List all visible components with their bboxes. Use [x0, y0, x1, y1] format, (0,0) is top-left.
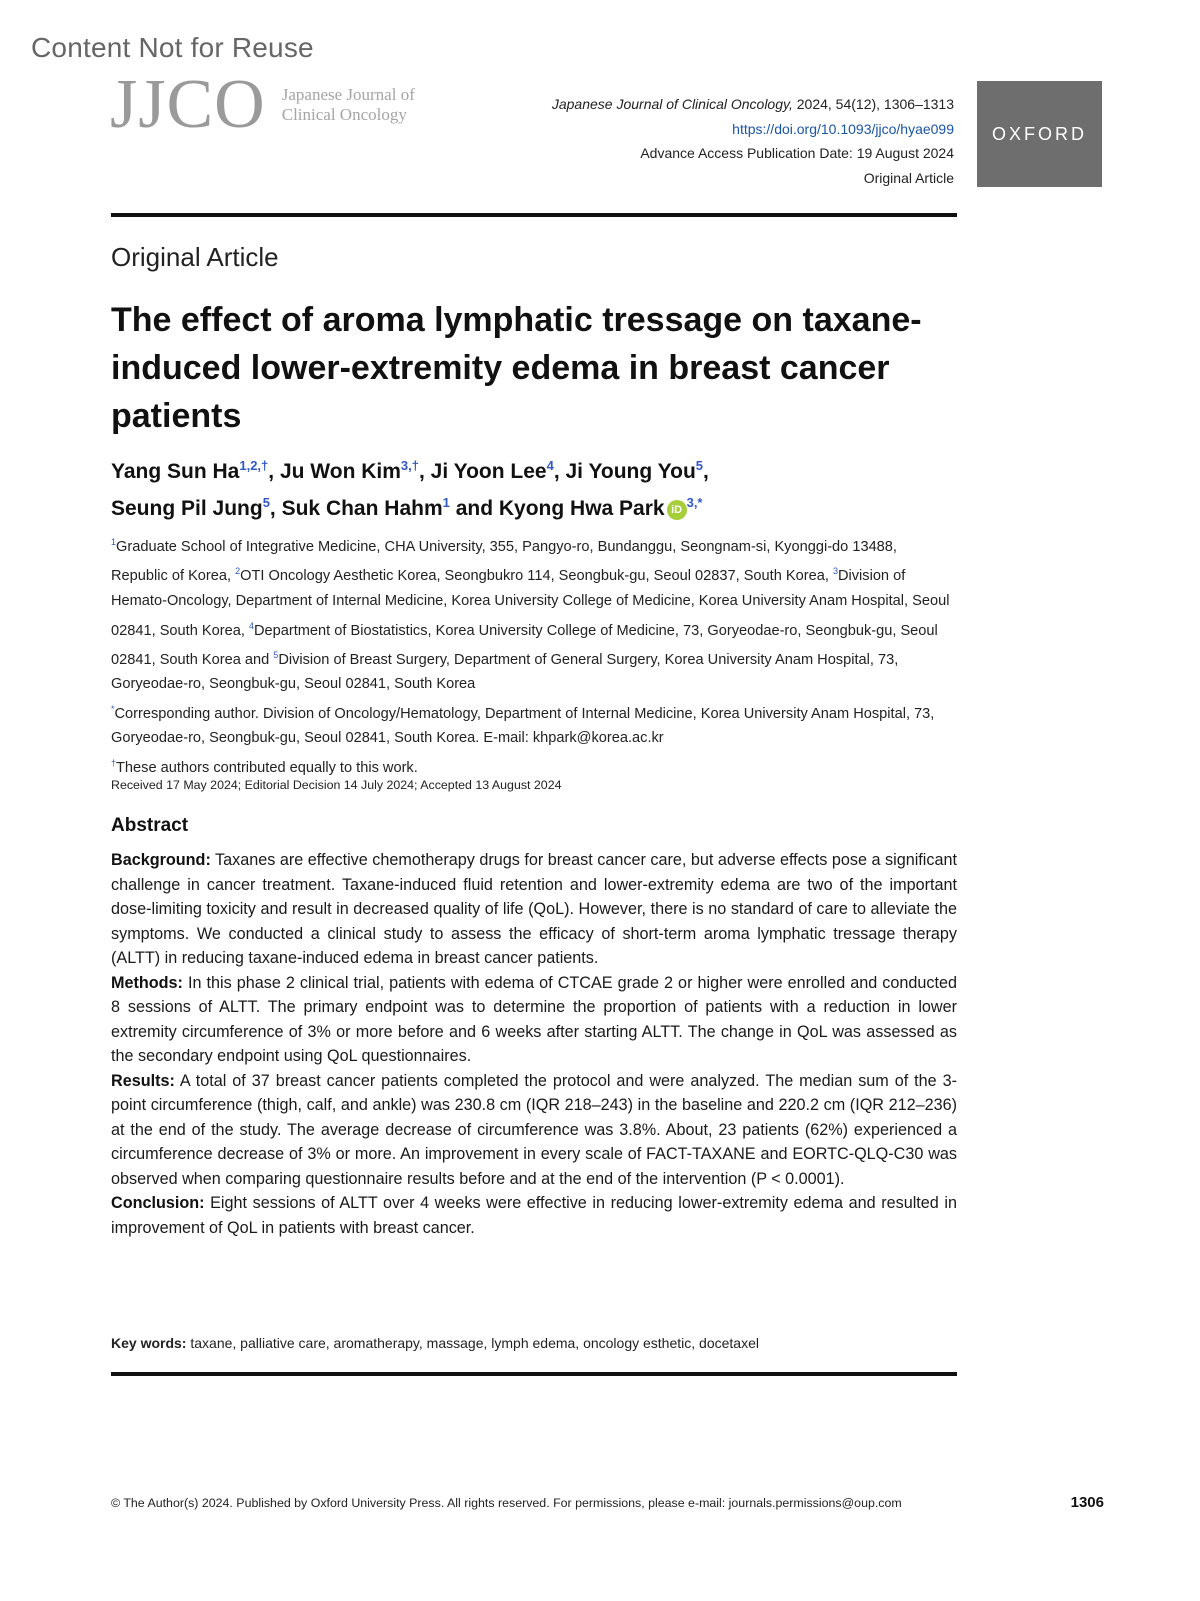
conclusion-text: Eight sessions of ALTT over 4 weeks were effective in reducing lower-extremity edema and resulted in improvement of QoL in patients with breast cancer. [111, 1194, 957, 1237]
citation-block [552, 92, 954, 190]
abstract-body [111, 848, 957, 1240]
methods-text: In this phase 2 clinical trial, patients with edema of CTCAE grade 2 or higher were enrolled and conducted 8 sessions of ALTT. The primary endpoint was to determine the proportion of patients with a reduction in lower extremity circumference of 3% or more before and 6 weeks after starting ALTT. The change in QoL was assessed as the secondary endpoint using QoL questionnaires. [111, 973, 957, 1065]
article-title: The effect of aroma lymphatic tressage on taxane-induced lower-extremity edema in breast cancer patients [111, 301, 922, 435]
logo-abbr: JJCO [110, 66, 266, 143]
author-sep: , [418, 460, 431, 483]
abstract-conclusion [111, 1191, 957, 1240]
article-type: Original Article [863, 169, 954, 186]
results-label: Results: [111, 1071, 175, 1090]
copyright-footer: © The Author(s) 2024. Published by Oxford University Press. All rights reserved. For permissions, please e-mail: journals.permissions@oup.com [111, 1496, 902, 1510]
author-sep: , [703, 460, 709, 483]
equal-text: These authors contributed equally to this work. [116, 759, 418, 776]
author-name[interactable]: Yang Sun Ha [111, 460, 240, 483]
author-sup: 3,† [400, 458, 419, 473]
author-sup: 1,2,† [239, 458, 269, 473]
author-sup: 1 [442, 495, 450, 510]
section-label: Original Article [111, 242, 279, 272]
corresponding-author-note [111, 697, 957, 751]
background-label: Background: [111, 851, 211, 869]
author-sep: and [449, 497, 499, 520]
affil-sup: 5 [273, 649, 279, 660]
author-sep: , [269, 497, 282, 520]
affil-sup: 1 [111, 537, 117, 547]
abstract-results [111, 1069, 957, 1192]
logo-line-2: Clinical Oncology [281, 105, 407, 124]
author-sup: 3,* [686, 495, 703, 510]
author-sep: , [268, 460, 280, 483]
keywords [111, 1335, 759, 1351]
journal-name: Japanese Journal of Clinical Oncology, [551, 96, 793, 112]
affil-text: OTI Oncology Aesthetic Korea, Seongbukro 114, Seongbuk-gu, Seoul 02837, South Korea, [240, 568, 833, 585]
bottom-rule [111, 1372, 957, 1376]
affil-sup: 2 [235, 566, 241, 577]
conclusion-label: Conclusion: [111, 1194, 205, 1212]
article-dates: Received 17 May 2024; Editorial Decision 14 July 2024; Accepted 13 August 2024 [111, 778, 562, 792]
doi-link[interactable]: https://doi.org/10.1093/jjco/hyae099 [732, 120, 954, 137]
author-name[interactable]: Kyong Hwa Park [498, 497, 665, 520]
author-sup: 5 [262, 495, 270, 510]
abstract-background [111, 848, 957, 971]
author-name[interactable]: Suk Chan Hahm [281, 497, 443, 520]
abstract-heading: Abstract [111, 815, 189, 836]
journal-volume: 2024, 54(12), 1306–1313 [792, 96, 954, 112]
affiliations [111, 530, 957, 697]
advance-access-date: Advance Access Publication Date: 19 August 2024 [640, 145, 954, 161]
author-name[interactable]: Ji Young You [565, 460, 696, 483]
equal-contribution-note [111, 751, 957, 780]
affil-sup: 3 [832, 566, 838, 577]
author-sep: , [553, 460, 566, 483]
methods-label: Methods: [111, 973, 183, 992]
logo-line-1: Japanese Journal of [281, 85, 415, 105]
affil-text: Division of Breast Surgery, Department of General Surgery, Korea University Anam Hospital, 73, Goryeodae-ro, Seongbuk-gu, Seoul 02841, South Korea [111, 651, 899, 693]
citation-journal [552, 92, 954, 117]
author-notes [111, 697, 957, 781]
author-name[interactable]: Ji Yoon Lee [430, 460, 547, 483]
keywords-text: taxane, palliative care, aromatherapy, massage, lymph edema, oncology esthetic, docetaxel [186, 1335, 759, 1351]
background-text: Taxanes are effective chemotherapy drugs for breast cancer care, but adverse effects pose a significant challenge in cancer treatment. Taxane-induced fluid retention and lower-extremity edema are two of the important dose-limiting toxicity and result in decreased quality of life (QoL). However, there is no standard of care to alleviate the symptoms. We conducted a clinical study to assess the efficacy of short-term aroma lymphatic tressage therapy (ALTT) in reducing taxane-induced edema in breast cancer patients. [111, 851, 957, 967]
publisher-logo: OXFORD [977, 81, 1102, 187]
watermark: Content Not for Reuse [31, 32, 314, 63]
results-text: A total of 37 breast cancer patients completed the protocol and were analyzed. The median sum of the 3-point circumference (thigh, calf, and ankle) was 230.8 cm (IQR 218–243) in the baseline and 220.2 cm (IQR 212–236) at the end of the study. The average decrease of circumference was 3.8%. About, 23 patients (62%) experienced a circumference decrease of 3% or more. An improvement in every scale of FACT-TAXANE and EORTC-QLQ-C30 was observed when comparing questionnaire results before and at the end of the intervention (P < 0.0001). [111, 1071, 957, 1188]
equal-sup: † [111, 758, 117, 769]
journal-logo [110, 66, 415, 143]
corr-sup: * [111, 704, 115, 714]
author-list [111, 450, 957, 524]
affil-text: Division of Hemato-Oncology, Department of Internal Medicine, Korea University College of Medicine, Korea University Anam Hospital, Seoul 02841, South Korea, [111, 568, 950, 639]
affil-sup: 4 [248, 620, 254, 631]
top-rule [111, 213, 957, 217]
page-number: 1306 [1070, 1494, 1104, 1511]
author-name[interactable]: Seung Pil Jung [111, 497, 263, 520]
corr-text: Corresponding author. Division of Oncology/Hematology, Department of Internal Medicine, Korea University Anam Hospital, 73, Goryeodae-ro, Seongbuk-gu, Seoul 02841, South Korea. E-mail: khpark@korea.ac.kr [111, 705, 935, 747]
orcid-icon[interactable]: iD [667, 500, 687, 520]
author-name[interactable]: Ju Won Kim [279, 460, 401, 483]
abstract-methods [111, 971, 957, 1069]
author-sup: 5 [695, 458, 704, 473]
author-sup: 4 [546, 458, 554, 473]
keywords-label: Key words: [111, 1335, 187, 1351]
affil-text: Graduate School of Integrative Medicine, CHA University, 355, Pangyo-ro, Bundanggu, Seongnam-si, Kyonggi-do 13488, Republic of Korea, [111, 538, 897, 585]
affil-text: Department of Biostatistics, Korea University College of Medicine, 73, Goryeodae-ro, Seongbuk-gu, Seoul 02841, South Korea and [111, 622, 938, 668]
logo-subtitle [282, 85, 415, 124]
